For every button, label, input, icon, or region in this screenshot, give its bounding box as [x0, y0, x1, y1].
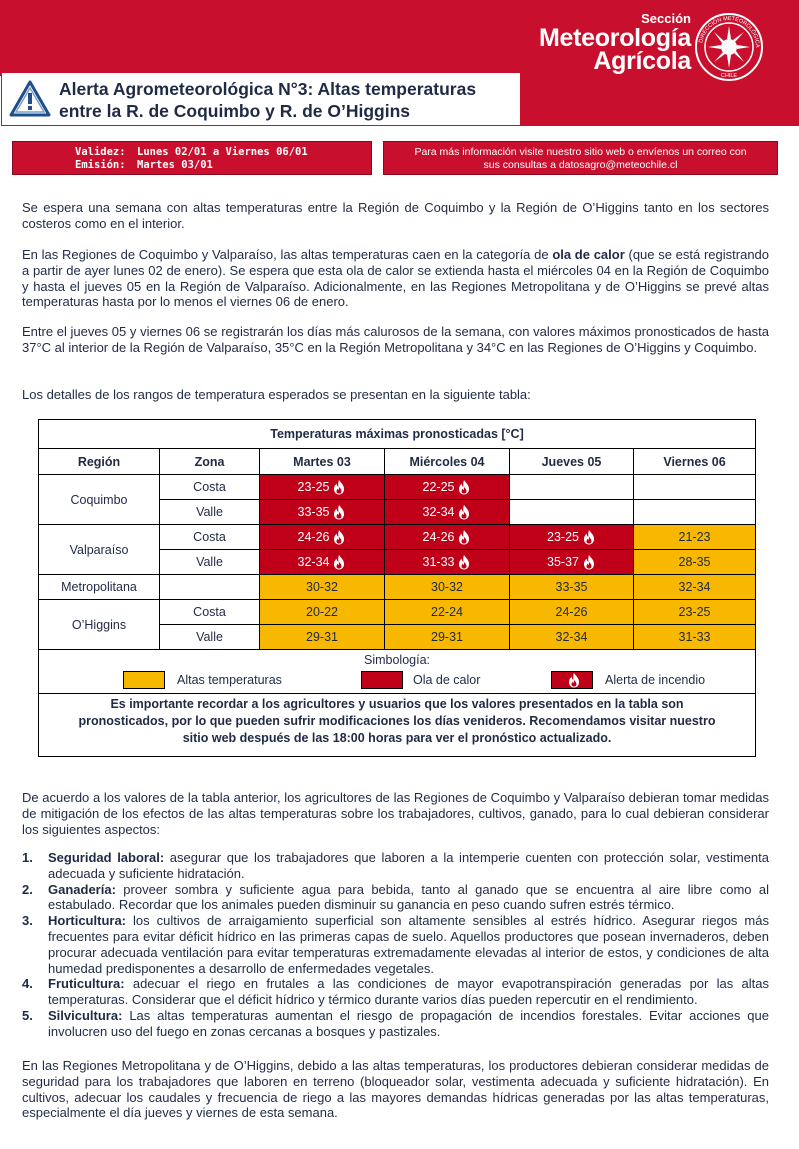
table-value: 29-31: [431, 630, 463, 644]
heatwave-term: ola de calor: [552, 247, 625, 262]
validity-bar: [12, 141, 372, 175]
table-value: 24-26: [555, 605, 588, 619]
table-value: 24-26: [297, 530, 330, 544]
fire-alert-icon: [332, 504, 346, 520]
validity-label: Validez:: [75, 146, 126, 158]
paragraph-heatwave: [22, 247, 769, 310]
table-value-cell: [634, 575, 755, 600]
measure-term: Fruticultura:: [48, 976, 125, 992]
legend-label-fire: Alerta de incendio: [605, 673, 706, 687]
measures-list: [22, 850, 769, 1040]
header-band-lower: [521, 76, 799, 126]
table-value: 21-23: [678, 530, 711, 544]
contact-line1: Para más información visite nuestro sitio web o envíenos un correo con: [414, 146, 747, 158]
measure-text: Las altas temperaturas aumentan el riesgo de propagación de incendios forestales. Evitar acciones que involucren uso del fuego en zonas cercanas a bosques y pastizales.: [48, 1007, 769, 1039]
table-value-cell: [385, 600, 510, 625]
table-value-cell: [260, 575, 385, 600]
table-zone-cell: Costa: [160, 525, 260, 550]
table-zone-cell: Valle: [160, 500, 260, 525]
contact-bar: [383, 141, 778, 175]
legend-swatch-yellow: [123, 671, 165, 689]
table-value-cell: [260, 600, 385, 625]
table-title: Temperaturas máximas pronosticadas [°C]: [39, 420, 755, 449]
table-value: 32-34: [555, 630, 588, 644]
table-header: Miércoles 04: [385, 449, 510, 475]
table-value-cell: [385, 550, 510, 575]
table-value-cell: [260, 625, 385, 650]
table-value-cell: [510, 575, 634, 600]
table-zone-cell: Valle: [160, 625, 260, 650]
brand-section: Sección: [641, 11, 691, 26]
temperature-table: [38, 419, 756, 757]
table-value: 29-31: [306, 630, 338, 644]
measure-number: 5.: [22, 1007, 33, 1023]
table-header: Viernes 06: [634, 449, 755, 475]
measure-number: 3.: [22, 913, 33, 929]
alert-title: [59, 78, 476, 122]
title-box: [1, 72, 521, 126]
table-value: 23-25: [547, 530, 579, 544]
measure-item: [22, 1008, 769, 1040]
table-value-cell: [634, 525, 755, 550]
measure-term: Silvicultura:: [48, 1007, 123, 1023]
table-region-cell: Coquimbo: [39, 475, 160, 525]
table-region-cell: O’Higgins: [39, 600, 160, 650]
paragraph-measures-intro: De acuerdo a los valores de la tabla anterior, los agricultores de las Regiones de Coquimbo y Valparaíso debieran tomar medidas de mitigación de los efectos de las altas temperaturas sobre los trabajadores, cultivos, ganado, para lo cual debieran considerar los siguientes aspectos:: [22, 790, 769, 837]
table-value: 28-35: [678, 555, 711, 569]
table-value-cell: [510, 525, 634, 550]
table-value: 22-24: [431, 605, 463, 619]
alert-title-line2: entre la R. de Coquimbo y R. de O’Higgins: [59, 101, 411, 121]
fire-alert-icon: [457, 529, 471, 545]
fire-alert-icon: [332, 554, 346, 570]
measure-text: adecuar el riego en frutales a las condiciones de mayor evapotranspiración generadas por las altas temperaturas. Considerar que el déficit hídrico y térmico durante varios días pueden repercutir en el rendimiento.: [48, 976, 769, 1008]
measure-term: Horticultura:: [48, 913, 126, 929]
table-value: 31-33: [422, 555, 455, 569]
measure-text: los cultivos de arraigamiento superficial son altamente sensibles al estrés hídrico. Asegurar riegos más frecuentes para evitar déficit hídrico en las primeras capas de suelo. Aquellos productores que posean invernaderos, deben procurar adecuada ventilación para evitar temperaturas extremadamente elevadas al interior de estos, y condiciones de alta humedad predisponentes a desarrollo de enfermedades vegetales.: [48, 913, 769, 976]
table-value-cell: [510, 475, 634, 500]
table-value: 33-35: [555, 580, 588, 594]
table-value-cell: [260, 500, 385, 525]
issue-value: Martes 03/01: [137, 159, 213, 171]
table-value-cell: [260, 475, 385, 500]
legend-swatch-fire: [551, 671, 593, 689]
table-header: Jueves 05: [510, 449, 634, 475]
alert-title-line1: Alerta Agrometeorológica N°3: Altas temperaturas: [59, 79, 477, 99]
fire-alert-icon: [582, 554, 596, 570]
table-value: 22-25: [422, 480, 455, 494]
table-value-cell: [510, 625, 634, 650]
table-zone-cell: Costa: [160, 600, 260, 625]
table-value-cell: [510, 550, 634, 575]
heatwave-text-a: En las Regiones de Coquimbo y Valparaíso, las altas temperaturas caen en la categoría de: [22, 247, 553, 262]
table-value: 30-32: [306, 580, 338, 594]
table-value-cell: [634, 625, 755, 650]
paragraph-closing: En las Regiones Metropolitana y de O’Higgins, debido a las altas temperaturas, los productores debieran considerar medidas de seguridad para los trabajadores que laboren en terreno (bloqueador solar, vestimenta adecuada y suficiente hidratación). En cultivos, adecuar los caudales y frecuencia de riego a las mayores demandas hídricas generadas por las altas temperaturas, especialmente el día jueves y viernes de esta semana.: [22, 1058, 769, 1121]
table-value-cell: [634, 600, 755, 625]
fire-alert-icon: [457, 554, 471, 570]
table-value-cell: [634, 475, 755, 500]
table-note: Es importante recordar a los agricultores y usuarios que los valores presentados en la tabla son pronosticados, por lo que pueden sufrir modificaciones los días venideros. Recomendamos visitar nuestro sitio web después de las 18:00 horas para ver el pronóstico actualizado.: [78, 696, 716, 745]
table-header: Región: [39, 449, 160, 475]
contact-line2: sus consultas a datosagro@meteochile.cl: [483, 159, 678, 171]
legend-label-red: Ola de calor: [413, 673, 481, 687]
dmc-seal-logo: [694, 12, 764, 82]
seal-text-bottom: CHILE: [720, 73, 738, 79]
table-value: 32-34: [297, 555, 330, 569]
measure-text: asegurar que los trabajadores que laboren a la intemperie cuenten con protección solar, vestimenta adecuada y suficiente hidratación.: [48, 850, 770, 881]
measure-number: 2.: [22, 881, 33, 897]
issue-label: Emisión:: [75, 159, 126, 171]
fire-alert-icon: [457, 479, 471, 495]
heatwave-text-c: (que se está registrando a partir de ayer lunes 02 de enero). Se espera que esta ola de calor se extienda hasta el miércoles 04 en la Región de Coquimbo y hasta el jueves 05 en la Región de Valparaíso. Adicionalmente, en las Regiones Metropolitana y de O’Higgins se prevé altas temperaturas hasta por lo menos el viernes 06 de enero.: [22, 247, 770, 310]
fire-legend-icon: [567, 672, 581, 688]
table-header: Martes 03: [260, 449, 385, 475]
measure-number: 1.: [22, 850, 33, 865]
table-value: 32-34: [422, 505, 455, 519]
table-value-cell: [385, 475, 510, 500]
table-region-cell: Metropolitana: [39, 575, 160, 600]
measure-item: [22, 976, 769, 1008]
table-value: 31-33: [678, 630, 711, 644]
table-value: 33-35: [297, 505, 330, 519]
table-value: 24-26: [422, 530, 455, 544]
paragraph-intro: Se espera una semana con altas temperaturas entre la Región de Coquimbo y la Región de O’Higgins tanto en los sectores costeros como en el interior.: [22, 200, 769, 231]
table-value-cell: [634, 550, 755, 575]
legend-swatch-red: [361, 671, 403, 689]
seal-text-top: DIRECCIÓN METEOROLÓGICA: [698, 15, 761, 48]
measure-item: [22, 913, 769, 976]
table-zone-cell: Valle: [160, 550, 260, 575]
header: [0, 0, 799, 130]
fire-alert-icon: [332, 479, 346, 495]
warning-icon: [8, 79, 52, 119]
measure-item: [22, 850, 769, 882]
fire-alert-icon: [332, 529, 346, 545]
table-value: 20-22: [306, 605, 338, 619]
table-value-cell: [510, 600, 634, 625]
brand: [539, 11, 691, 75]
table-value-cell: [385, 575, 510, 600]
table-value-cell: [260, 525, 385, 550]
table-value: 23-25: [678, 605, 711, 619]
measure-term: Ganadería:: [48, 881, 116, 897]
table-value-cell: [510, 500, 634, 525]
fire-alert-icon: [457, 504, 471, 520]
validity-value: Lunes 02/01 a Viernes 06/01: [137, 146, 308, 158]
table-value-cell: [385, 500, 510, 525]
table-legend: [39, 650, 755, 694]
table-value: 23-25: [297, 480, 330, 494]
table-value-cell: [260, 550, 385, 575]
table-value-cell: [385, 525, 510, 550]
table-zone-cell: Costa: [160, 475, 260, 500]
table-value-cell: [385, 625, 510, 650]
measure-text: proveer sombra y suficiente agua para bebida, tanto al ganado que se encuentra al aire libre como al estabulado. Recordar que los animales pueden disminuir su ganancia en peso cuando sufren estrés térmico.: [48, 881, 769, 913]
table-value: 32-34: [678, 580, 711, 594]
measure-number: 4.: [22, 976, 33, 992]
table-value: 30-32: [431, 580, 463, 594]
fire-alert-icon: [582, 529, 596, 545]
brand-line2: Agrícola: [593, 47, 691, 75]
brand-line1: Meteorología: [539, 24, 691, 52]
table-value-cell: [634, 500, 755, 525]
measure-item: [22, 882, 769, 914]
legend-title: Simbología:: [363, 653, 430, 667]
table-region-cell: Valparaíso: [39, 525, 160, 575]
legend-label-yellow: Altas temperaturas: [177, 673, 282, 687]
table-zone-cell: [160, 575, 260, 600]
paragraph-peak: Entre el jueves 05 y viernes 06 se registrarán los días más calurosos de la semana, con valores máximos pronosticados de hasta 37°C al interior de la Región de Valparaíso, 35°C en la Región Metropolitana y 34°C en las Regiones de O’Higgins y Coquimbo.: [22, 324, 769, 355]
paragraph-table-intro: Los detalles de los rangos de temperatura esperados se presentan en la siguiente tabla:: [22, 387, 531, 402]
table-value: 35-37: [547, 555, 579, 569]
measure-term: Seguridad laboral:: [48, 850, 165, 865]
table-header: Zona: [160, 449, 260, 475]
